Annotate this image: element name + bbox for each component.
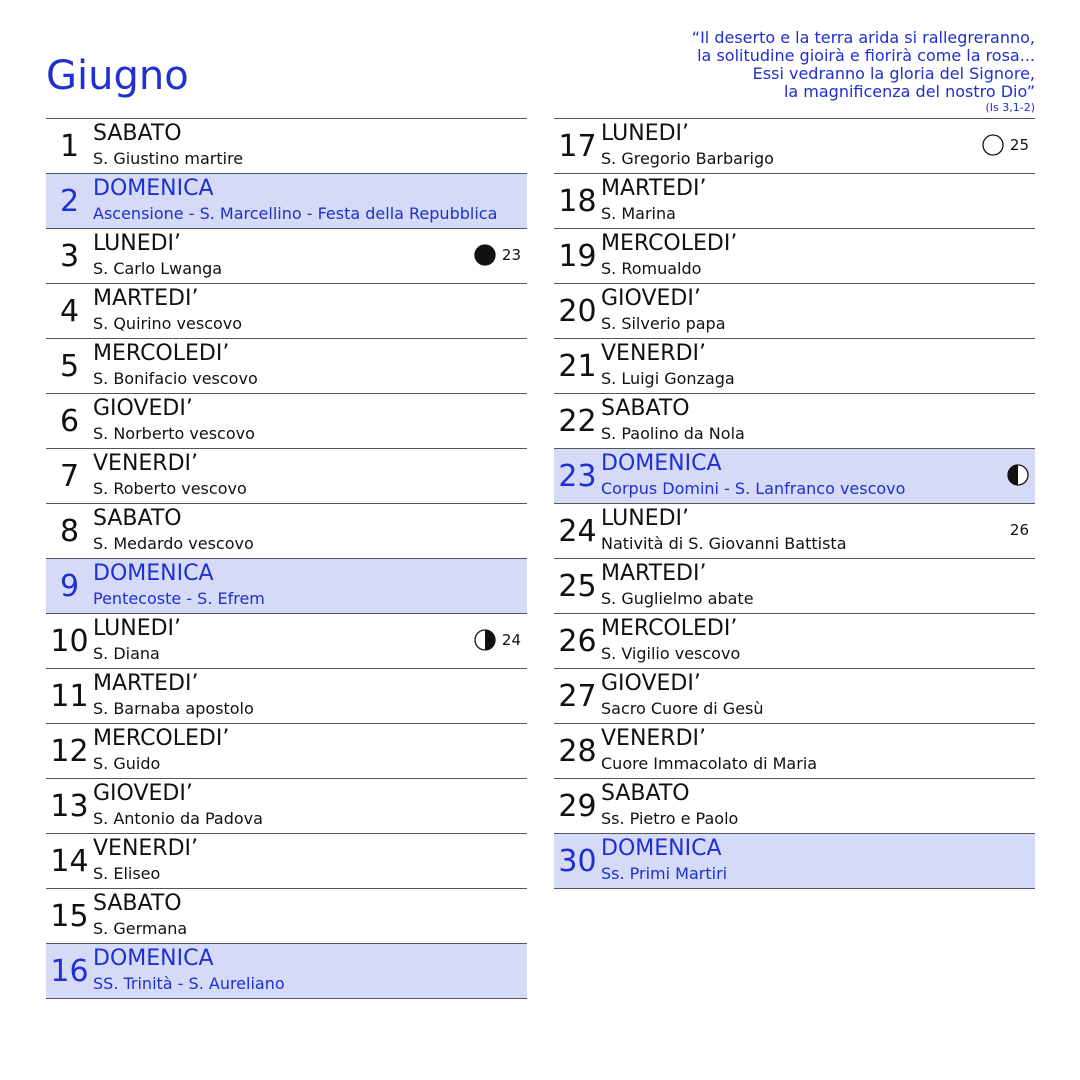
- day-number: 6: [59, 404, 80, 439]
- saint-of-day: S. Luigi Gonzaga: [601, 369, 735, 388]
- calendar-day-row: [46, 284, 527, 339]
- lunar-day-number: 23: [501, 246, 521, 264]
- weekday-label: LUNEDI’: [93, 231, 182, 256]
- last-quarter-icon: [1007, 464, 1029, 486]
- calendar-day-row: [554, 834, 1035, 889]
- full-moon-icon: [982, 134, 1004, 156]
- calendar-day-row: [46, 504, 527, 559]
- day-number: 10: [50, 624, 89, 659]
- saint-of-day: Sacro Cuore di Gesù: [601, 699, 764, 718]
- day-number: 13: [50, 789, 89, 824]
- quote-line: la magnificenza del nostro Dio”: [783, 82, 1035, 101]
- first-quarter-icon: [474, 629, 496, 651]
- calendar-day-row: [46, 559, 527, 614]
- calendar-day-row: [46, 779, 527, 834]
- calendar-day-row: [554, 339, 1035, 394]
- day-number: 16: [50, 954, 89, 989]
- weekday-label: MERCOLEDI’: [601, 231, 738, 256]
- saint-of-day: S. Barnaba apostolo: [93, 699, 254, 718]
- weekday-label: MERCOLEDI’: [601, 616, 738, 641]
- calendar-day-row: [554, 504, 1035, 559]
- saint-of-day: S. Antonio da Padova: [93, 809, 263, 828]
- calendar-day-row: [46, 669, 527, 724]
- saint-of-day: Ascensione - S. Marcellino - Festa della Repubblica: [93, 204, 498, 223]
- day-number: 27: [558, 679, 597, 714]
- saint-of-day: S. Roberto vescovo: [93, 479, 247, 498]
- calendar-day-row: [46, 339, 527, 394]
- weekday-label: GIOVEDI’: [93, 781, 193, 806]
- calendar-day-row: [554, 174, 1035, 229]
- saint-of-day: S. Vigilio vescovo: [601, 644, 741, 663]
- calendar-day-row: [554, 779, 1035, 834]
- saint-of-day: S. Quirino vescovo: [93, 314, 243, 333]
- weekday-label: DOMENICA: [93, 561, 214, 586]
- weekday-label: VENERDI’: [93, 451, 199, 476]
- weekday-label: MARTEDI’: [601, 176, 707, 201]
- saint-of-day: S. Norberto vescovo: [93, 424, 255, 443]
- calendar-day-row: [46, 119, 527, 174]
- quote-line: la solitudine gioirà e fiorirà come la rosa...: [697, 46, 1035, 65]
- day-number: 12: [50, 734, 89, 769]
- weekday-label: LUNEDI’: [601, 506, 690, 531]
- weekday-label: DOMENICA: [93, 176, 214, 201]
- weekday-label: GIOVEDI’: [601, 671, 701, 696]
- saint-of-day: S. Marina: [601, 204, 676, 223]
- saint-of-day: S. Silverio papa: [601, 314, 726, 333]
- calendar-day-row: [554, 724, 1035, 779]
- weekday-label: DOMENICA: [601, 451, 722, 476]
- calendar-day-row: [46, 724, 527, 779]
- calendar-day-row: [554, 229, 1035, 284]
- calendar-day-row: [46, 834, 527, 889]
- weekday-label: SABATO: [601, 396, 690, 421]
- weekday-label: GIOVEDI’: [601, 286, 701, 311]
- day-number: 8: [59, 514, 80, 549]
- weekday-label: MARTEDI’: [93, 671, 199, 696]
- weekday-label: LUNEDI’: [601, 121, 690, 146]
- saint-of-day: Pentecoste - S. Efrem: [93, 589, 265, 608]
- weekday-label: GIOVEDI’: [93, 396, 193, 421]
- calendar-day-row: [554, 669, 1035, 724]
- day-number: 19: [558, 239, 597, 274]
- weekday-label: MARTEDI’: [93, 286, 199, 311]
- weekday-label: MARTEDI’: [601, 561, 707, 586]
- saint-of-day: Cuore Immacolato di Maria: [601, 754, 818, 773]
- day-number: 25: [558, 569, 597, 604]
- lunar-day-number: 24: [501, 631, 521, 649]
- saint-of-day: S. Bonifacio vescovo: [93, 369, 258, 388]
- day-number: 15: [50, 899, 89, 934]
- day-number: 9: [59, 569, 80, 604]
- saint-of-day: Ss. Primi Martiri: [601, 864, 728, 883]
- day-number: 24: [558, 514, 597, 549]
- weekday-label: SABATO: [93, 891, 182, 916]
- saint-of-day: S. Medardo vescovo: [93, 534, 254, 553]
- day-number: 14: [50, 844, 89, 879]
- weekday-label: SABATO: [93, 506, 182, 531]
- weekday-label: LUNEDI’: [93, 616, 182, 641]
- day-number: 5: [59, 349, 80, 384]
- day-number: 23: [558, 459, 597, 494]
- calendar-day-row: [554, 284, 1035, 339]
- quote-reference: (Is 3,1-2): [985, 101, 1035, 114]
- moon-info: [1007, 464, 1029, 486]
- weekday-label: DOMENICA: [93, 946, 214, 971]
- day-number: 21: [558, 349, 597, 384]
- weekday-label: VENERDI’: [601, 341, 707, 366]
- day-number: 17: [558, 129, 597, 164]
- day-number: 1: [59, 129, 80, 164]
- calendar-day-row: [46, 229, 527, 284]
- saint-of-day: S. Paolino da Nola: [601, 424, 745, 443]
- weekday-label: VENERDI’: [93, 836, 199, 861]
- weekday-label: MERCOLEDI’: [93, 341, 230, 366]
- quote-line: Essi vedranno la gloria del Signore,: [752, 64, 1035, 83]
- day-number: 20: [558, 294, 597, 329]
- calendar-day-row: [46, 614, 527, 669]
- saint-of-day: Natività di S. Giovanni Battista: [601, 534, 847, 553]
- calendar-column-right: [554, 118, 1035, 889]
- day-number: 7: [59, 459, 80, 494]
- saint-of-day: S. Eliseo: [93, 864, 161, 883]
- day-number: 2: [59, 184, 80, 219]
- calendar-day-row: [554, 449, 1035, 504]
- day-number: 22: [558, 404, 597, 439]
- saint-of-day: Corpus Domini - S. Lanfranco vescovo: [601, 479, 906, 498]
- day-number: 18: [558, 184, 597, 219]
- calendar-day-row: [554, 119, 1035, 174]
- weekday-label: SABATO: [93, 121, 182, 146]
- day-number: 28: [558, 734, 597, 769]
- moon-info: [1010, 519, 1029, 541]
- day-number: 26: [558, 624, 597, 659]
- moon-info: [474, 244, 521, 266]
- calendar-column-left: [46, 118, 527, 999]
- saint-of-day: S. Carlo Lwanga: [93, 259, 223, 278]
- bible-quote: [475, 29, 1035, 115]
- weekday-label: SABATO: [601, 781, 690, 806]
- day-number: 4: [59, 294, 80, 329]
- day-number: 29: [558, 789, 597, 824]
- saint-of-day: S. Guido: [93, 754, 161, 773]
- saint-of-day: Ss. Pietro e Paolo: [601, 809, 739, 828]
- calendar-day-row: [46, 449, 527, 504]
- month-title: Giugno: [46, 53, 189, 99]
- saint-of-day: S. Guglielmo abate: [601, 589, 754, 608]
- moon-info: [474, 629, 521, 651]
- weekday-label: MERCOLEDI’: [93, 726, 230, 751]
- new-moon-icon: [474, 244, 496, 266]
- calendar-day-row: [554, 559, 1035, 614]
- saint-of-day: S. Diana: [93, 644, 160, 663]
- day-number: 3: [59, 239, 80, 274]
- saint-of-day: S. Germana: [93, 919, 188, 938]
- weekday-label: DOMENICA: [601, 836, 722, 861]
- lunar-day-number: 25: [1009, 136, 1029, 154]
- saint-of-day: S. Giustino martire: [93, 149, 244, 168]
- calendar-day-row: [554, 614, 1035, 669]
- weekday-label: VENERDI’: [601, 726, 707, 751]
- saint-of-day: SS. Trinità - S. Aureliano: [93, 974, 285, 993]
- saint-of-day: S. Gregorio Barbarigo: [601, 149, 774, 168]
- calendar-day-row: [46, 394, 527, 449]
- moon-info: [982, 134, 1029, 156]
- day-number: 11: [50, 679, 89, 714]
- calendar-day-row: [46, 889, 527, 944]
- calendar-day-row: [46, 944, 527, 999]
- saint-of-day: S. Romualdo: [601, 259, 702, 278]
- lunar-day-number: 26: [1009, 521, 1029, 539]
- day-number: 30: [558, 844, 597, 879]
- calendar-day-row: [554, 394, 1035, 449]
- calendar-day-row: [46, 174, 527, 229]
- quote-line: “Il deserto e la terra arida si rallegreranno,: [691, 28, 1035, 47]
